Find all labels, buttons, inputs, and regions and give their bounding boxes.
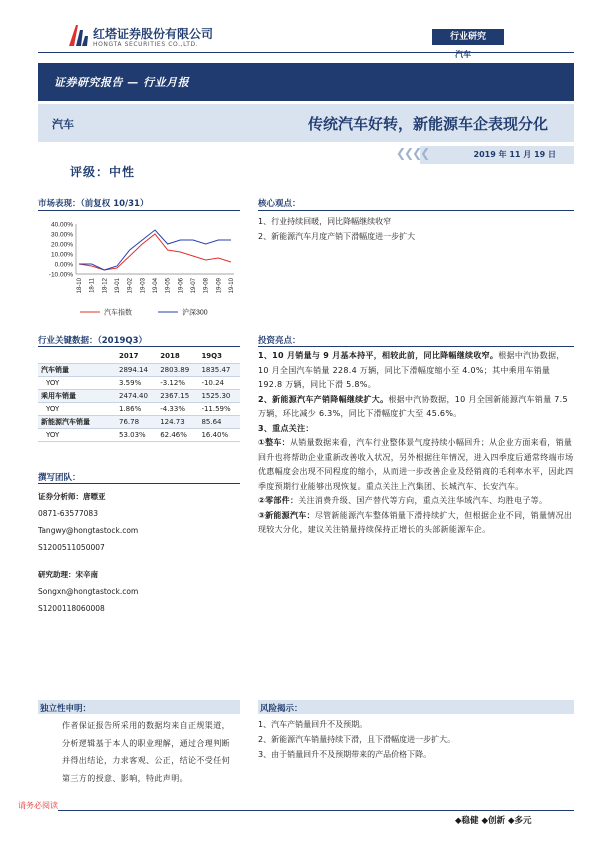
footer-rule [38,810,574,811]
highlights-title: 投资亮点： [258,336,301,346]
core-rule [258,210,574,211]
team-title: 撰写团队： [38,473,81,483]
market-title: 市场表现：（前复权 10/31） [38,199,149,209]
keydata-cell: 76.78 [116,415,157,428]
highlight-3-lead: 3、重点关注： [258,423,314,433]
rating: 评级：中性 [70,165,136,179]
keydata-row [38,402,240,415]
date-band [396,146,574,164]
analyst-cert: S1200511050007 [38,543,105,552]
highlight-1 [258,349,574,393]
market-chart [38,214,240,324]
series-line-0 [79,234,231,270]
keydata-col: 2017 [116,350,157,363]
keydata-row-label: 乘用车销量 [38,389,116,402]
x-tick-label: 19-07 [191,278,197,294]
core-title: 核心观点： [258,199,301,209]
keydata-col-blank [38,350,116,363]
legend-label: 沪深300 [182,309,208,317]
focus-3-lead: ③新能源汽车： [258,510,315,520]
x-tick-label: 18-10 [77,278,83,294]
series-line-1 [79,230,231,270]
assistant-line [38,566,240,583]
keydata-row [38,415,240,428]
assistant-label: 研究助理： [38,570,76,579]
risk-title-bar [258,700,574,714]
focus-1-text: 从销量数据来看，汽车行业整体景气度持续小幅回升；从企业方面来看，销量回升也将帮助企业重新改善收入状况，另外根据往年情况，进入四季度后通常终端市场优惠幅度会出现不同程度的缩小，从而进一步改善企业及经销商的毛利率水平，因此四季度预期行业能够出现恢复。重点关注上汽集团、长城汽车、长安汽车。 [258,438,574,491]
legend-label: 汽车指数 [104,309,132,317]
keydata-row [38,363,240,376]
focus-1 [258,436,574,494]
keydata-cell: -11.59% [198,402,240,415]
footer-slogan: ◆稳健 ◆创新 ◆多元 [455,816,532,826]
y-tick-label: 30.00% [50,231,73,239]
y-tick-label: 10.00% [50,251,73,259]
x-tick-label: 19-10 [229,278,235,294]
keydata-row-label: 新能源汽车销量 [38,415,116,428]
focus-2-text: 关注消费升级、国产替代等方向，重点关注华域汽车、均胜电子等。 [298,496,548,505]
company-name-cn: 红塔证券股份有限公司 [93,27,214,41]
y-tick-label: 40.00% [50,221,73,229]
risk-item: 1、汽车产销量回升不及预期。 [258,720,368,729]
risk-title: 风险揭示： [260,704,303,714]
keydata-rule [38,346,240,347]
report-headline: 传统汽车好转，新能源车企表现分化 [307,115,548,133]
report-type-bar [38,63,574,101]
keydata-table [38,350,240,442]
keydata-row-label: YOY [38,376,116,389]
keydata-row [38,428,240,441]
disclaimer-title: 独立性申明： [40,704,92,714]
category-tag: 行业研究 [432,29,504,45]
keydata-cell: 1.86% [116,402,157,415]
sector-name: 汽车 [52,118,74,131]
y-tick-label: 20.00% [50,241,73,249]
core-item: 2、新能源汽车月度产销下滑幅度进一步扩大 [258,232,416,241]
keydata-cell: 85.64 [198,415,240,428]
keydata-row-label: YOY [38,428,116,441]
x-tick-label: 19-05 [165,278,172,294]
core-item: 1、行业持续回暖，同比降幅继续收窄 [258,217,392,226]
x-tick-label: 18-11 [89,278,96,293]
report-date: 2019 年 11 月 19 日 [473,150,556,159]
highlight-1-text: 根据中汽协数据，10 月全国汽车销量 228.4 万辆，同比下滑幅度缩小至 4.0%；其中乘用车销量 192.8 万辆，同比下滑 5.8%。 [258,351,565,389]
risk-item: 2、新能源汽车销量持续下滑，且下滑幅度进一步扩大。 [258,735,456,744]
analyst-line [38,488,240,505]
keydata-title: 行业关键数据：（2019Q3） [38,336,148,346]
highlight-3 [258,422,574,437]
keydata-col: 2018 [157,350,198,363]
industry-tag: 汽车 [455,50,471,59]
keydata-cell: -3.12% [157,376,198,389]
footer-stamp: 请务必阅读 [18,801,58,810]
assistant-cert: S1200118060008 [38,604,105,613]
keydata-cell: 1835.47 [198,363,240,376]
focus-1-lead: ①整车： [258,438,290,447]
keydata-cell: 1525.30 [198,389,240,402]
market-rule [38,210,240,211]
team-block [38,488,240,617]
header-rule [38,52,574,53]
keydata-row [38,389,240,402]
x-tick-label: 18-12 [102,278,109,294]
keydata-row [38,376,240,389]
focus-3 [258,509,574,538]
x-tick-label: 19-09 [216,278,223,294]
highlights-body [258,349,574,538]
analyst-email: Tangwy@hongtastock.com [38,526,139,535]
disclaimer-title-bar [38,700,240,714]
team-rule [38,483,240,484]
assistant-name: 宋辛南 [75,570,98,579]
keydata-cell: 2474.40 [116,389,157,402]
focus-2 [258,494,574,509]
keydata-cell: 2894.14 [116,363,157,376]
highlights-rule [258,346,574,347]
keydata-cell: -10.24 [198,376,240,389]
keydata-cell: 16.40% [198,428,240,441]
x-tick-label: 19-01 [115,278,121,294]
company-name-en: HONGTA SECURITIES CO.,LTD. [93,41,199,48]
x-tick-label: 19-02 [127,278,134,294]
analyst-name: 唐嘌亚 [83,492,106,501]
keydata-cell: 62.46% [157,428,198,441]
keydata-cell: 2367.15 [157,389,198,402]
chevron-decor-icon: ❮❮❮❮ [396,146,429,160]
keydata-cell: 124.73 [157,415,198,428]
x-tick-label: 19-06 [178,278,185,294]
keydata-header-row [38,350,240,363]
x-tick-label: 19-08 [203,278,210,294]
highlight-1-lead: 1、10 月销量与 9 月基本持平，相较此前，同比降幅继续收窄。 [258,351,499,360]
x-tick-label: 19-04 [153,278,159,294]
risk-item: 3、由于销量回升不及预期带来的产品价格下降。 [258,750,432,759]
highlight-2-lead: 2、新能源汽车产销降幅继续扩大。 [258,394,389,404]
keydata-cell: 3.59% [116,376,157,389]
assistant-email: Songxn@hongtastock.com [38,587,139,596]
keydata-row-label: YOY [38,402,116,415]
report-type: 证券研究报告 — 行业月报 [54,76,190,89]
company-logo [66,22,90,48]
core-list [258,214,574,244]
risk-list [258,717,574,762]
highlight-2-text: 根据中汽协数据，10 月全国新能源汽车销量 7.5 万辆，环比减少 6.3%，同比下滑幅度扩大至 45.6%。 [258,394,568,418]
keydata-row-label: 汽车销量 [38,363,116,376]
keydata-cell: 2803.89 [157,363,198,376]
y-tick-label: -10.00% [48,271,73,279]
focus-2-lead: ②零部件： [258,496,299,505]
x-tick-label: 19-03 [140,278,147,294]
analyst-phone: 0871-63577083 [38,509,98,518]
focus-3-text: 尽管新能源汽车整体销量下滑持续扩大，但根据企业不同，销量情况出现较大分化，建议关注销量持续保持正增长的头部新能源车企。 [258,510,573,534]
y-tick-label: 0.00% [54,261,73,269]
keydata-cell: 53.03% [116,428,157,441]
analyst-label: 证券分析师： [38,492,83,501]
highlight-2 [258,393,574,422]
disclaimer-text: 作者保证报告所采用的数据均来自正规渠道，分析逻辑基于本人的职业理解，通过合理判断并得出结论，力求客观、公正，结论不受任何第三方的授意、影响，特此声明。 [62,721,230,783]
title-band [38,104,574,142]
keydata-cell: -4.33% [157,402,198,415]
keydata-col: 19Q3 [198,350,240,363]
